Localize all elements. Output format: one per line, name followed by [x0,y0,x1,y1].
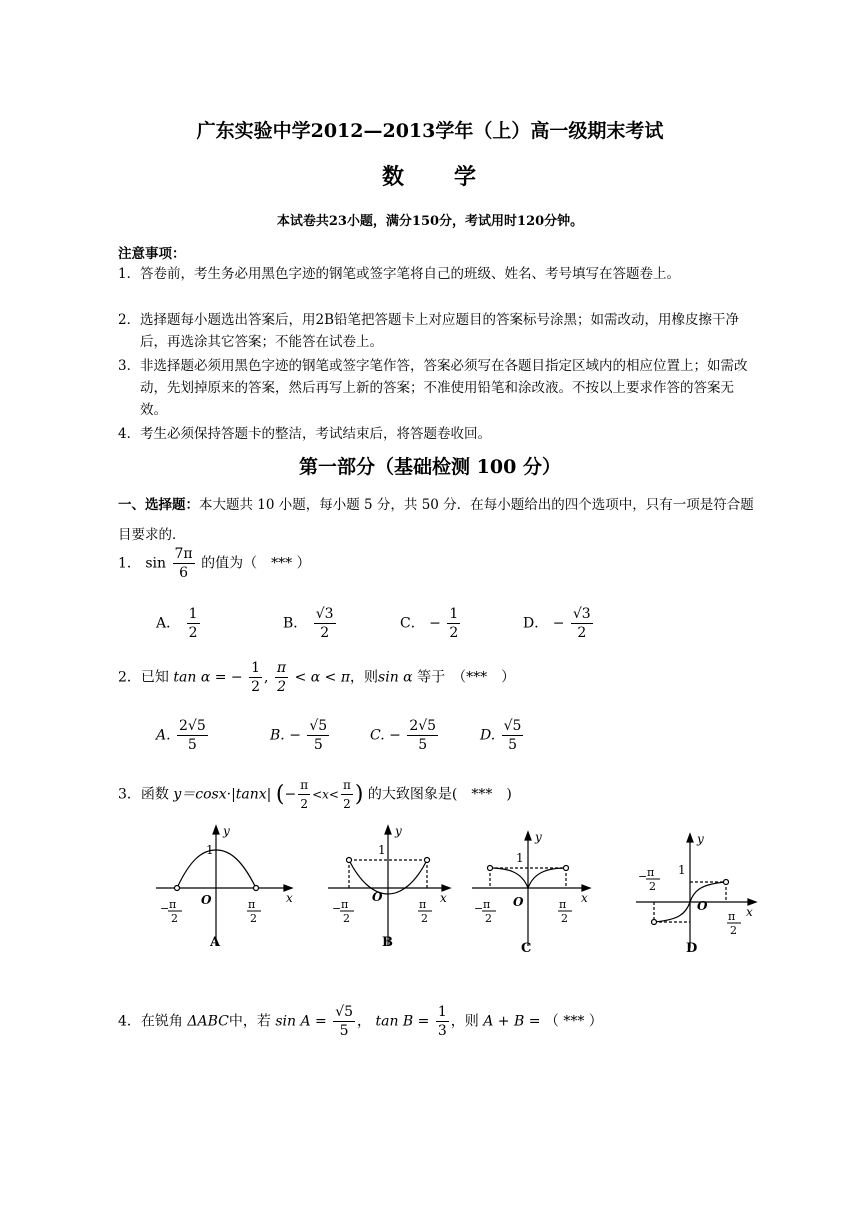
fraction-numerator: 2√5 [179,718,206,734]
question-tail: 等于 （*** ） [417,669,516,686]
note-item [118,423,748,445]
question-number: 2． [118,669,141,686]
origin-label: O [697,899,708,913]
graph-label: D [686,941,698,956]
option-label: D． [523,615,549,632]
triangle-label: ΔABC [187,1013,229,1030]
option-label: B． [283,615,308,632]
option-label: D. [480,727,496,744]
one-label: 1 [678,863,686,877]
question-4 [118,1003,603,1040]
fraction-denominator: 2 [298,794,310,813]
pi-label: π [419,898,427,911]
pi-label: π [341,898,349,911]
fraction-numerator: 2√5 [409,718,437,734]
option-label: B. [270,727,285,744]
fraction-denominator: 2 [341,794,353,813]
open-endpoint [425,858,430,863]
fraction [249,659,262,696]
part-title: 第一部分（基础检测 100 分） [299,456,561,478]
note-number: 1． [118,266,141,282]
fraction-numerator: 1 [449,606,459,622]
open-endpoint [347,858,352,863]
two-label: 2 [421,912,428,925]
fraction [502,717,524,754]
note-item [118,309,748,353]
connector: ，则 [450,1013,479,1030]
question-number: 1． [118,555,141,572]
option-b [270,717,331,754]
x-label: x [440,891,447,905]
sin-expression: sin A = [275,1013,327,1030]
y-axis-arrow [525,832,531,840]
fraction-denominator: 2 [188,625,198,641]
fraction [177,717,208,754]
fraction-numerator: π [276,660,287,676]
fraction-numerator: 1 [251,660,261,676]
connector: 中，若 [228,1013,271,1030]
fraction-denominator: 5 [502,735,524,754]
pi-label: π [483,898,491,911]
note-number: 4． [118,426,141,442]
question-lead: 函数 [140,786,169,803]
two-label: 2 [485,912,492,925]
graph-d [630,832,765,958]
y-label: y [395,824,402,838]
exam-title: 广东实验中学2012—2013学年（上）高一级期末考试 [196,120,664,142]
one-label: 1 [206,843,214,857]
y-axis-arrow [687,834,693,842]
x-label: x [286,891,293,905]
option-a [156,605,202,642]
note-text: 选择题每小题选出答案后，用2B铅笔把答题卡上对应题目的答案标号涂黑；如需改动，用橡皮擦干净后，再选涂其它答案；不能答在试卷上。 [140,312,740,350]
fraction [275,659,288,696]
two-label: 2 [250,912,257,925]
note-text: 答卷前，考生务必用黑色字迹的钢笔或签字笔将自己的班级、姓名、考号填写在答题卷上。 [140,266,680,282]
exam-intro: 本试卷共23小题，满分150分，考试用时120分钟。 [276,214,584,229]
subject-title: 数 学 [381,164,478,190]
fraction [447,605,460,642]
fraction [187,605,200,642]
notes-heading: 注意事项： [118,246,186,262]
tan-expression: tan α = − [173,669,243,686]
open-endpoint [724,880,729,885]
option-c [400,605,462,642]
separator: ， [357,1013,372,1030]
fraction-denominator: 2 [314,623,336,642]
one-label: 1 [516,851,524,865]
sign: − [552,615,565,632]
option-c [370,717,440,754]
right-paren: ) [354,782,364,807]
two-label: 2 [649,880,656,893]
fraction-numerator: √5 [309,718,328,734]
fraction-denominator: 2 [251,679,261,695]
note-number: 2． [118,312,141,328]
fraction-numerator: √3 [315,606,334,622]
minus-sign: − [474,902,484,915]
fraction-numerator: 7π [174,546,193,562]
y-axis-arrow [213,826,219,834]
pi-label: π [559,898,567,911]
pi-label: π [728,910,736,923]
fraction-denominator: 5 [177,735,208,754]
option-label: C． [400,615,425,632]
option-a [156,717,210,754]
fraction-denominator: 5 [307,735,329,754]
fraction [436,1003,449,1040]
fraction [173,545,195,582]
fraction-numerator: √5 [503,718,522,734]
sin-label: sin [145,555,167,572]
sign: − [429,615,441,632]
minus-sign: − [332,902,342,915]
open-endpoint [488,866,493,871]
fraction-denominator: 6 [173,563,195,582]
two-label: 2 [171,912,178,925]
fraction [307,717,329,754]
open-endpoint [254,886,259,891]
origin-label: O [201,893,212,907]
y-label: y [535,830,542,844]
pi-label: π [248,898,256,911]
section-intro [118,490,758,550]
sin-expression: sin α [378,669,413,686]
note-number: 3． [118,358,141,374]
comma: , [264,669,269,686]
option-d [480,717,525,754]
origin-label: O [372,890,383,904]
sign: − [284,786,297,803]
question-lead: 在锐角 [140,1013,183,1030]
function-expression: y＝cosx·|tanx| [173,786,272,803]
question-number: 3． [118,786,141,803]
fraction-denominator: 5 [407,735,438,754]
fraction-numerator: 1 [188,606,198,622]
tan-expression: tan B = [375,1013,430,1030]
graph-b [322,822,457,957]
sum-expression: A + B = [483,1013,541,1030]
graph-label: B [382,935,393,950]
x-label: x [746,905,753,919]
y-label: y [223,824,230,838]
question-2 [118,659,515,696]
question-tail: 的值为（ *** ） [201,555,311,572]
two-label: 2 [730,924,737,937]
connector: ，则 [350,669,379,686]
left-paren: ( [275,782,285,807]
one-label: 1 [378,843,386,857]
question-lead: 已知 [140,669,169,686]
fraction [571,605,593,642]
fraction [314,605,336,642]
sign: − [389,727,401,744]
origin-label: O [513,895,524,909]
graph-label: C [521,941,532,956]
two-label: 2 [561,912,568,925]
fraction-numerator: π [342,778,351,792]
option-label: C. [370,727,385,744]
question-1 [118,545,311,582]
graph-a [150,822,300,957]
option-d [523,605,595,642]
fraction [341,776,353,813]
section-text: 本大题共 10 小题，每小题 5 分，共 50 分．在每小题给出的四个选项中，只有一项是符合题目要求的． [118,497,754,543]
fraction [407,717,438,754]
x-label: x [581,891,588,905]
section-label: 一、选择题： [118,497,199,513]
y-axis-arrow [385,826,391,834]
fraction-denominator: 2 [275,677,288,696]
pi-label: π [169,898,177,911]
note-text: 非选择题必须用黑色字迹的钢笔或签字笔作答，答案必须写在各题目指定区域内的相应位置上；如需改动，先划掉原来的答案，然后再写上新的答案；不准使用铅笔和涂改液。不按以上要求作答的答案无效。 [140,358,748,418]
option-label: A. [156,727,171,744]
condition: < α < π [294,669,351,686]
question-3 [118,776,512,813]
note-text: 考生必须保持答题卡的整洁，考试结束后，将答题卷收回。 [140,426,491,442]
fraction [298,776,310,813]
minus-sign: − [160,902,170,915]
note-item [118,355,748,421]
question-tail: 的大致图象是( *** ) [367,786,512,803]
open-endpoint [652,920,657,925]
fraction-numerator: π [300,778,309,792]
question-tail: （ *** ） [544,1013,603,1030]
question-number: 4． [118,1013,141,1030]
fraction-numerator: 1 [437,1004,447,1020]
open-endpoint [564,866,569,871]
fraction-denominator: 3 [437,1023,447,1039]
curve [528,868,566,888]
fraction-numerator: √5 [335,1004,354,1020]
curve [490,868,528,888]
fraction-denominator: 2 [449,625,459,641]
option-label: A． [156,615,181,632]
graph-label: A [210,935,221,950]
y-label: y [697,832,704,846]
note-item [118,263,748,285]
two-label: 2 [343,912,350,925]
fraction-denominator: 5 [333,1021,355,1040]
fraction-denominator: 2 [571,623,593,642]
graph-c [466,830,601,960]
minus-sign: − [638,870,648,883]
sign: − [289,727,301,744]
fraction [333,1003,355,1040]
fraction-numerator: √3 [572,606,591,622]
open-endpoint [175,886,180,891]
pi-label: π [647,866,655,879]
range-middle: <x< [312,787,339,802]
option-b [283,605,338,642]
